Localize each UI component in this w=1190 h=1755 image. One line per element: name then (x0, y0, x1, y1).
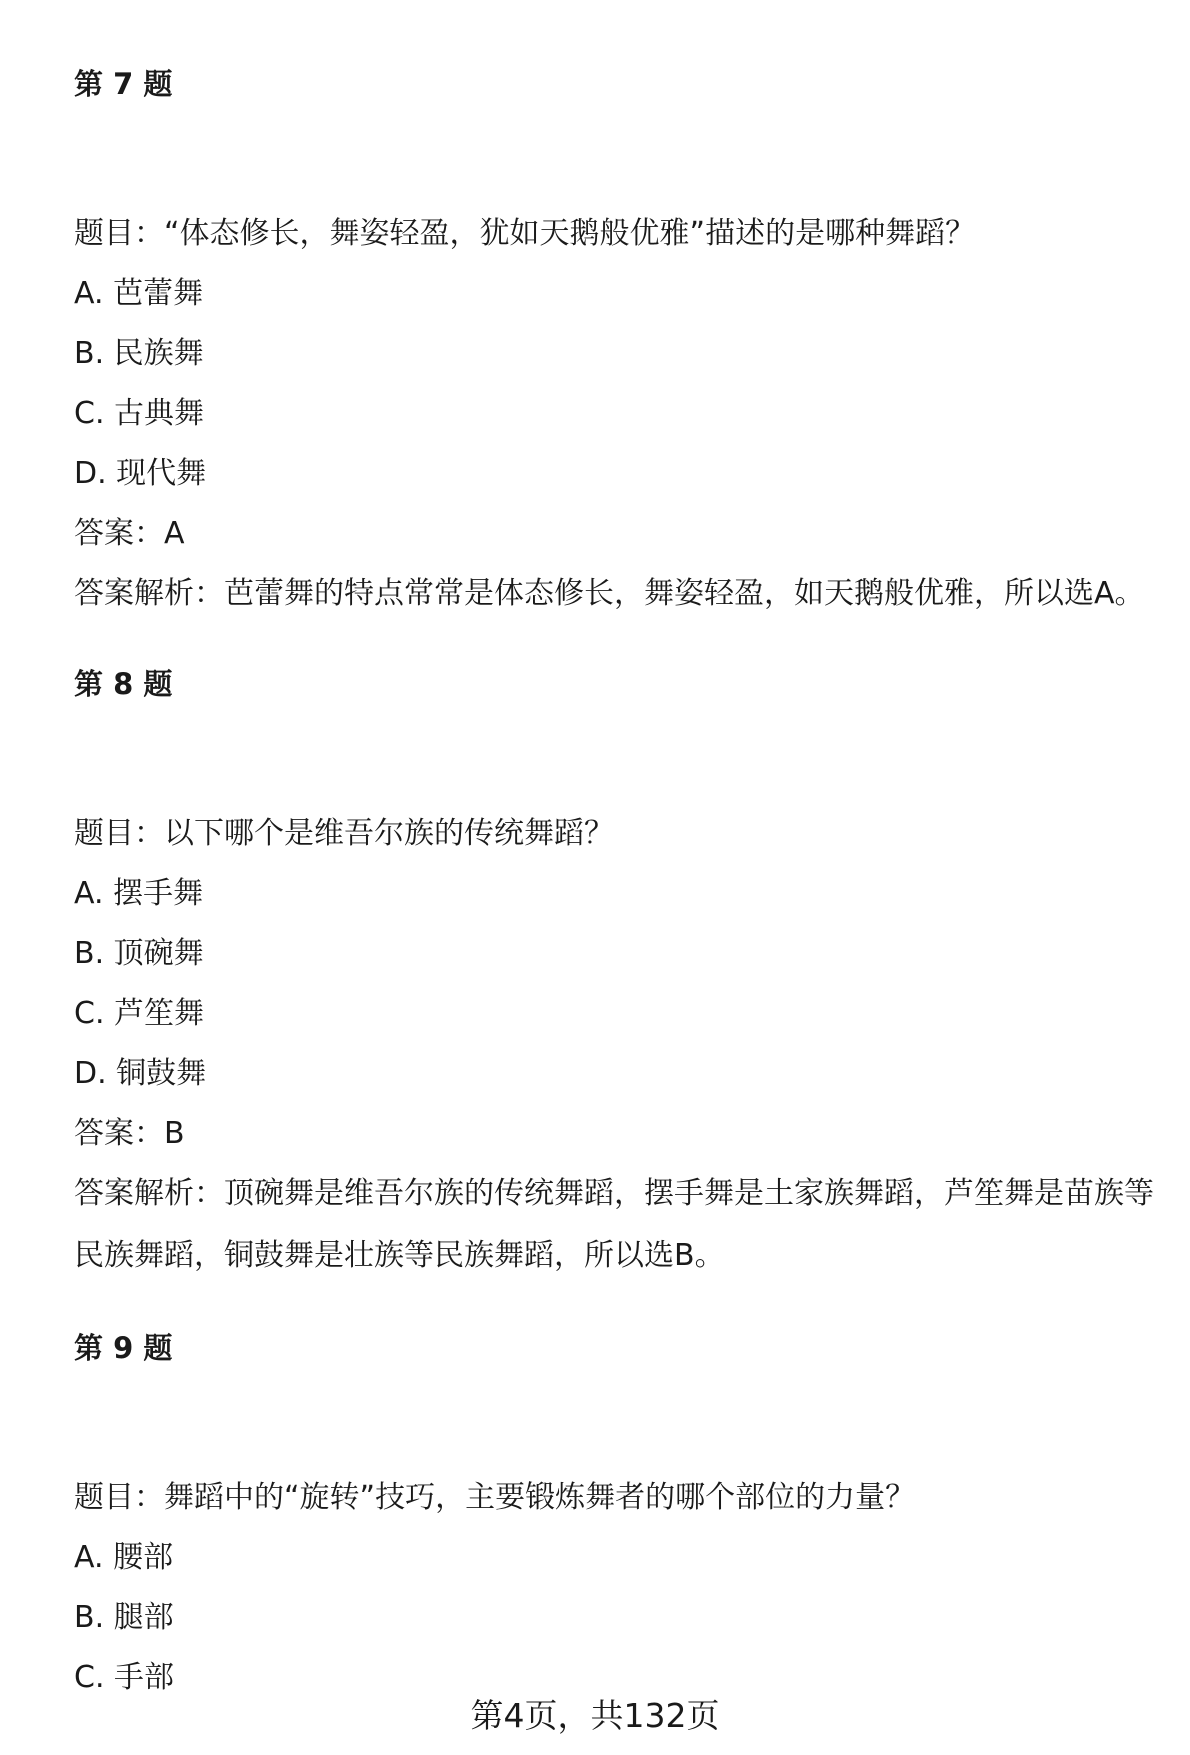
question-7-option-b: B. 民族舞 (74, 336, 204, 371)
question-7-option-d: D. 现代舞 (74, 456, 207, 491)
question-8-option-b: B. 顶碗舞 (74, 936, 204, 971)
question-7-heading: 第 7 题 (74, 67, 173, 101)
question-8-heading: 第 8 题 (74, 667, 173, 701)
question-8-option-d: D. 铜鼓舞 (74, 1056, 207, 1091)
question-8-prompt: 题目：以下哪个是维吾尔族的传统舞蹈？ (74, 816, 614, 851)
question-8-option-c: C. 芦笙舞 (74, 996, 205, 1031)
question-9-option-b: B. 腿部 (74, 1600, 174, 1635)
question-9-option-a: A. 腰部 (74, 1540, 174, 1575)
question-9-prompt: 题目：舞蹈中的“旋转”技巧，主要锻炼舞者的哪个部位的力量？ (74, 1480, 916, 1515)
page-number-footer: 第4页，共132页 (470, 1696, 720, 1735)
question-8-answer: 答案：B (74, 1116, 185, 1151)
question-7-explanation: 答案解析：芭蕾舞的特点常常是体态修长，舞姿轻盈，如天鹅般优雅，所以选A。 (74, 576, 1145, 611)
question-9-heading: 第 9 题 (74, 1331, 173, 1365)
question-7-option-c: C. 古典舞 (74, 396, 205, 431)
question-8-option-a: A. 摆手舞 (74, 876, 204, 911)
question-7-answer: 答案：A (74, 516, 185, 551)
question-8-explanation: 答案解析：顶碗舞是维吾尔族的传统舞蹈，摆手舞是土家族舞蹈，芦笙舞是苗族等民族舞蹈，铜鼓舞是壮族等民族舞蹈，所以选B。 (74, 1176, 1154, 1273)
question-9-option-c: C. 手部 (74, 1660, 175, 1695)
question-7-option-a: A. 芭蕾舞 (74, 276, 204, 311)
question-7-prompt: 题目：“体态修长，舞姿轻盈，犹如天鹅般优雅”描述的是哪种舞蹈？ (74, 216, 976, 251)
